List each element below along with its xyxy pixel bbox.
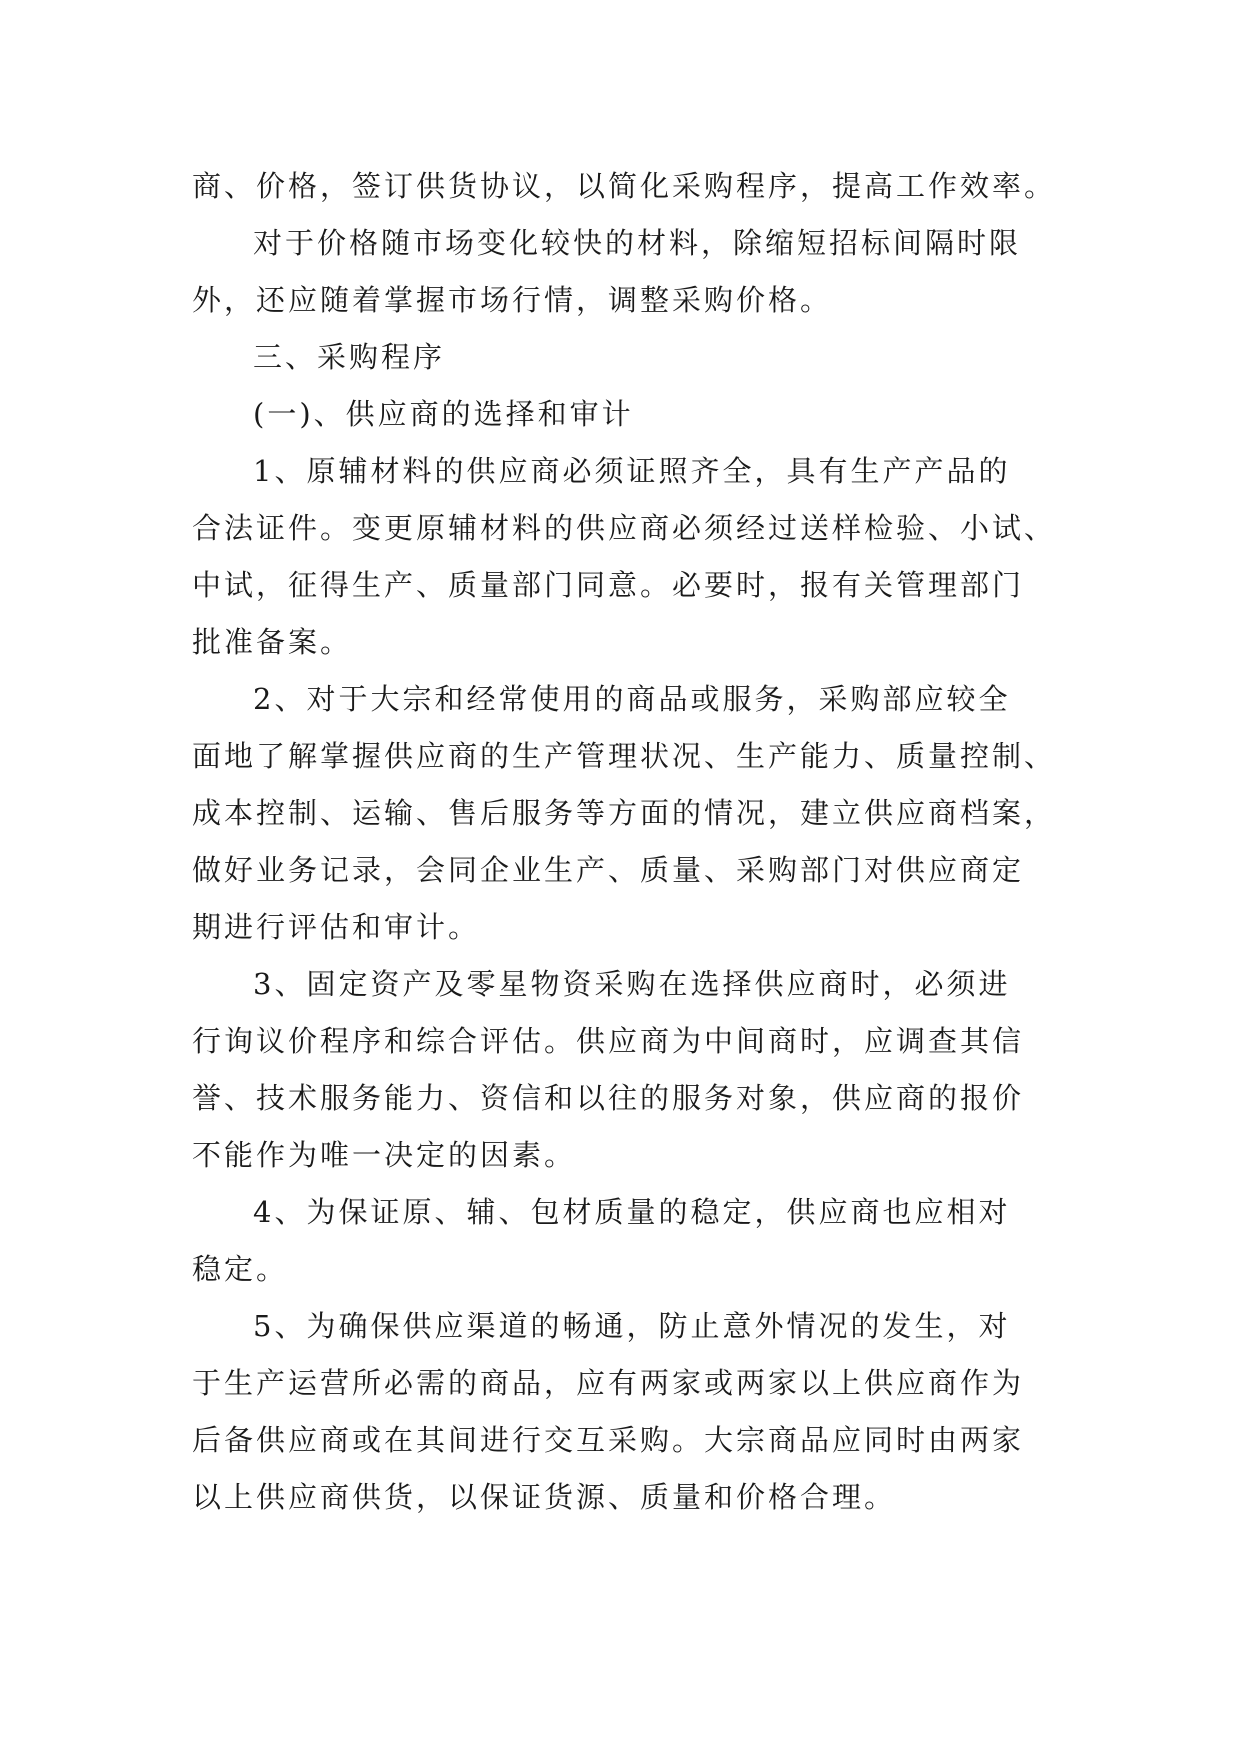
item-2-line-5: 期进行评估和审计。 <box>192 910 481 944</box>
item-5-line-2: 于生产运营所必需的商品，应有两家或两家以上供应商作为 <box>192 1366 1025 1400</box>
item-3-line-4: 不能作为唯一决定的因素。 <box>192 1138 577 1172</box>
item-5-line-3: 后备供应商或在其间进行交互采购。大宗商品应同时由两家 <box>192 1423 1025 1457</box>
document-body <box>192 158 1057 1526</box>
text-line-3: 外，还应随着掌握市场行情，调整采购价格。 <box>192 283 833 317</box>
item-3-line-3: 誉、技术服务能力、资信和以往的服务对象，供应商的报价 <box>192 1081 1025 1115</box>
item-3-line-2: 行询议价程序和综合评估。供应商为中间商时，应调查其信 <box>192 1024 1025 1058</box>
section-heading: 三、采购程序 <box>253 340 446 374</box>
item-1-line-3: 中试，征得生产、质量部门同意。必要时，报有关管理部门 <box>192 568 1025 602</box>
subsection-heading: (一)、供应商的选择和审计 <box>253 397 634 431</box>
text-line-1: 商、价格，签订供货协议，以简化采购程序，提高工作效率。 <box>192 169 1057 203</box>
item-3-line-1: 3、固定资产及零星物资采购在选择供应商时，必须进 <box>253 967 1011 1001</box>
item-1-line-1: 1、原辅材料的供应商必须证照齐全，具有生产产品的 <box>253 454 1011 488</box>
item-5-line-4: 以上供应商供货，以保证货源、质量和价格合理。 <box>192 1480 897 1514</box>
item-2-line-3: 成本控制、运输、售后服务等方面的情况，建立供应商档案， <box>192 796 1057 830</box>
item-2-line-1: 2、对于大宗和经常使用的商品或服务，采购部应较全 <box>253 682 1011 716</box>
item-5-line-1: 5、为确保供应渠道的畅通，防止意外情况的发生，对 <box>253 1309 1011 1343</box>
item-2-line-4: 做好业务记录，会同企业生产、质量、采购部门对供应商定 <box>192 853 1025 887</box>
text-line-2: 对于价格随市场变化较快的材料，除缩短招标间隔时限 <box>253 226 1022 260</box>
item-1-line-4: 批准备案。 <box>192 625 353 659</box>
item-2-line-2: 面地了解掌握供应商的生产管理状况、生产能力、质量控制、 <box>192 739 1057 773</box>
item-4-line-1: 4、为保证原、辅、包材质量的稳定，供应商也应相对 <box>253 1195 1011 1229</box>
item-1-line-2: 合法证件。变更原辅材料的供应商必须经过送样检验、小试、 <box>192 511 1057 545</box>
item-4-line-2: 稳定。 <box>192 1252 289 1286</box>
